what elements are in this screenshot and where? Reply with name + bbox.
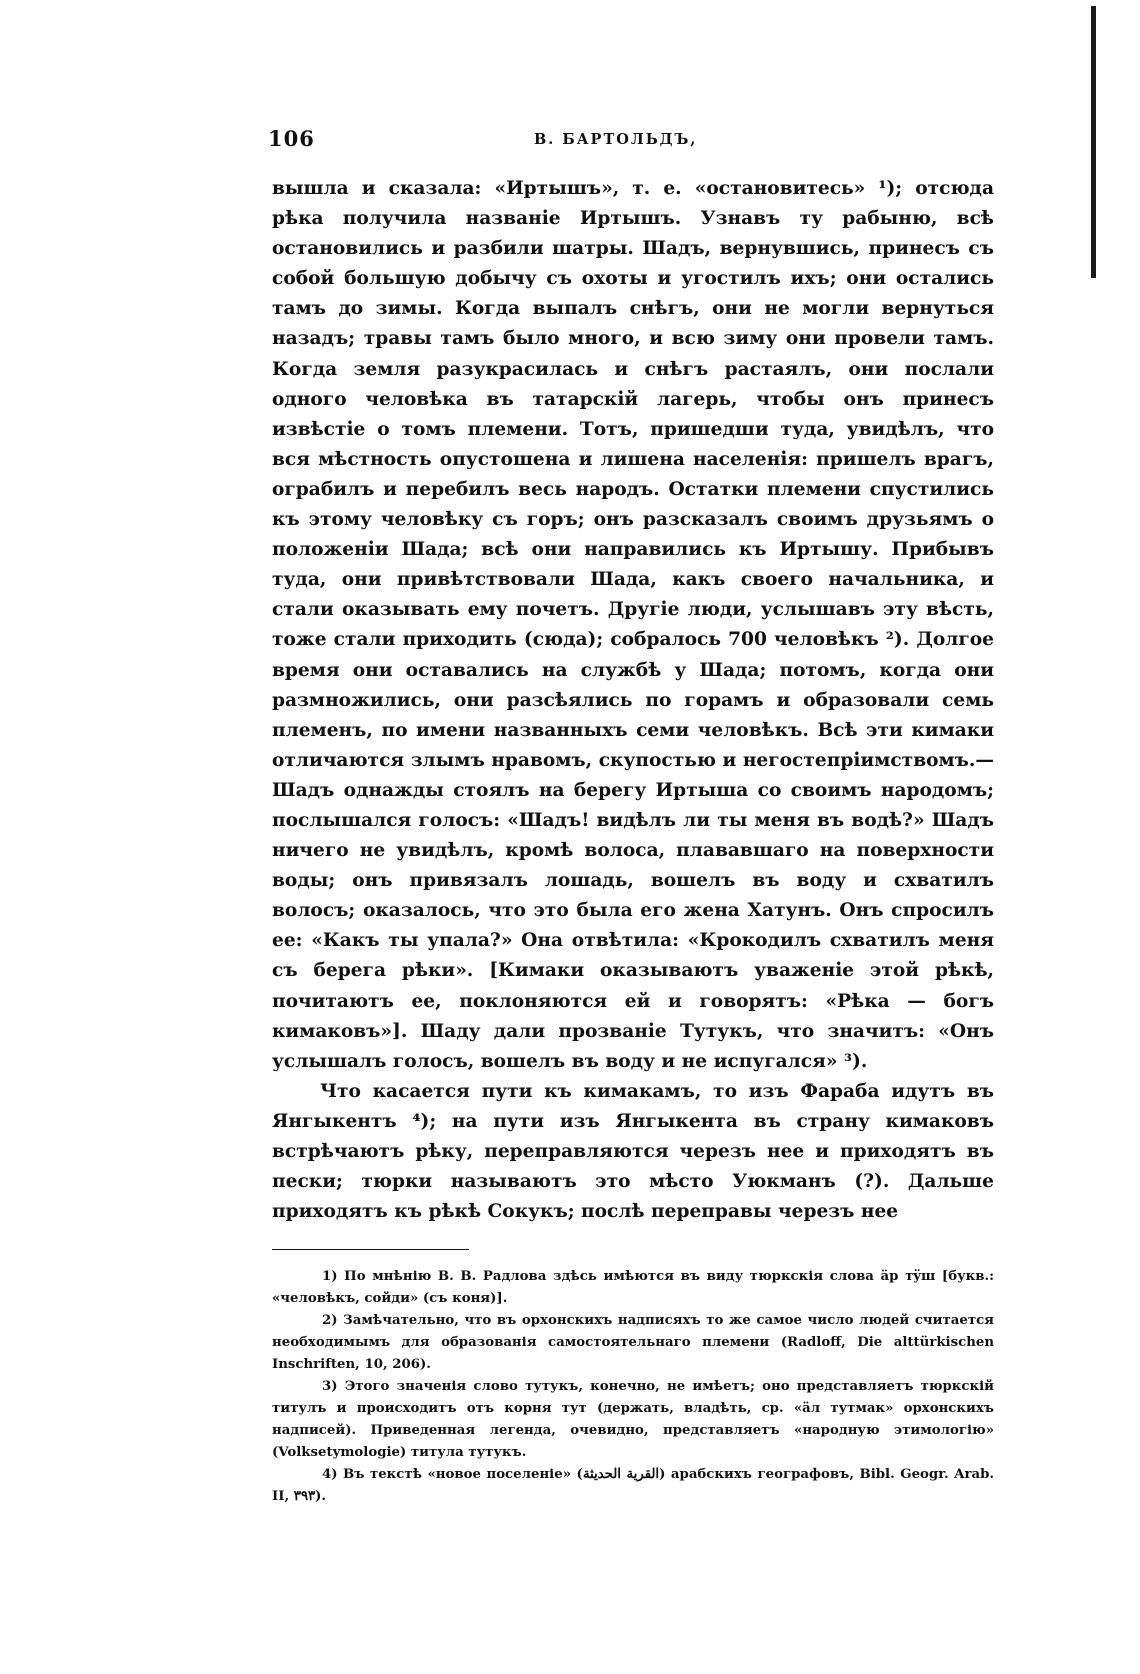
footnote-1: 1) По мнѣнію В. В. Радлова здѣсь имѣются въ виду тюркскія слова äр тÿш [букв.: «человѣкъ, сойди» (съ коня)]. <box>272 1269 994 1307</box>
footnotes <box>272 1266 994 1508</box>
page-header <box>268 126 994 162</box>
body-paragraph: Что касается пути къ кимакамъ, то изъ Фараба идутъ въ Янгыкентъ ⁴); на пути изъ Янгыкента въ страну кимаковъ встрѣчаютъ рѣку, переправляются черезъ нее и приходятъ въ пески; тюрки называютъ это мѣсто Уюкманъ (?). Дальше приходятъ къ рѣкѣ Сокукъ; послѣ переправы черезъ нее <box>272 1080 994 1223</box>
footnote-3: 3) Этого значенія слово тутукъ, конечно, не имѣетъ; оно представляетъ тюркскій титулъ и происходитъ отъ корня тут (держать, владѣть, ср. «äл тутмак» орхонскихъ надписей). Приведенная легенда, очевидно, представляетъ «народную этимологію» (Volksetymologie) титула тутукъ. <box>272 1379 994 1461</box>
footnote-4: 4) Въ текстѣ «новое поселеніе» (القرية الحديثة) арабскихъ географовъ, Bibl. Geogr. Arab. II, ٣٩٣). <box>272 1467 994 1505</box>
scan-edge-bar <box>1091 6 1096 278</box>
body-text <box>272 174 994 1227</box>
running-head: В. БАРТОЛЬДЪ, <box>534 131 698 148</box>
footnote-divider <box>272 1249 469 1250</box>
book-page <box>268 126 994 1508</box>
footnote-2: 2) Замѣчательно, что въ орхонскихъ надписяхъ то же самое число людей считается необходимымъ для образованія самостоятельнаго племени (Radloff, Die alttürkischen Inschriften, 10, 206). <box>272 1313 994 1373</box>
body-paragraph: вышла и сказала: «Иртышъ», т. е. «остановитесь» ¹); отсюда рѣка получила названіе Иртышъ. Узнавъ ту рабыню, всѣ остановились и разбили шатры. Шадъ, вернувшись, принесъ съ собой большую добычу съ охоты и угостилъ ихъ; они остались тамъ до зимы. Когда выпалъ снѣгъ, они не могли вернуться назадъ; травы тамъ было много, и всю зиму они провели тамъ. Когда земля разукрасилась и снѣгъ растаялъ, они послали одного человѣка въ татарскій лагерь, чтобы онъ принесъ извѣстіе о томъ племени. Тотъ, пришедши туда, увидѣлъ, что вся мѣстность опустошена и лишена населенія: пришелъ врагъ, ограбилъ и перебилъ весь народъ. Остатки племени спустились къ этому человѣку съ горъ; онъ разсказалъ своимъ друзьямъ о положеніи Шада; всѣ они направились къ Иртышу. Прибывъ туда, они привѣтствовали Шада, какъ своего начальника, и стали оказывать ему почетъ. Другіе люди, услышавъ эту вѣсть, тоже стали приходить (сюда); собралось 700 человѣкъ ²). Долгое время они оставались на службѣ у Шада; потомъ, когда они размножились, они разсѣялись по горамъ и образовали семь племенъ, по имени названныхъ семи человѣкъ. Всѣ эти кимаки отличаются злымъ нравомъ, скупостью и негостепріимствомъ.—Шадъ однажды стоялъ на берегу Иртыша со своимъ народомъ; послышался голосъ: «Шадъ! видѣлъ ли ты меня въ водѣ?» Шадъ ничего не увидѣлъ, кромѣ волоса, плававшаго на поверхности воды; онъ привязалъ лошадь, вошелъ въ воду и схватилъ волосъ; оказалось, что это была его жена Хатунъ. Онъ спросилъ ее: «Какъ ты упала?» Она отвѣтила: «Крокодилъ схватилъ меня съ берега рѣки». [Кимаки оказываютъ уваженіе этой рѣкѣ, почитаютъ ее, поклоняются ей и говорятъ: «Рѣка — богъ кимаковъ»]. Шаду дали прозваніе Тутукъ, что значитъ: «Онъ услышалъ голосъ, вошелъ въ воду и не испугался» ³). <box>272 178 994 1072</box>
page-number: 106 <box>268 126 315 151</box>
